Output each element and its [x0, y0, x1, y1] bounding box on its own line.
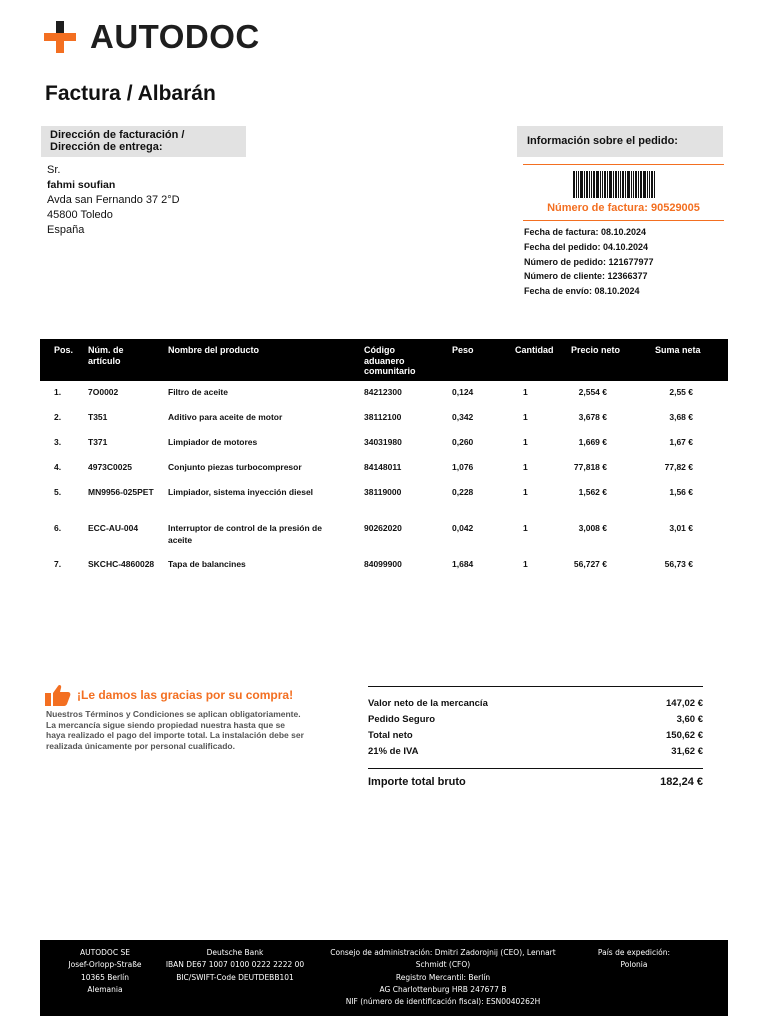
total-goods-value: 147,02 €: [666, 698, 703, 709]
row-price: 3,678 €: [578, 412, 607, 422]
invoice-date: Fecha de factura: 08.10.2024: [524, 227, 647, 237]
row-article: 4973C0025: [88, 462, 132, 472]
plus-logo-icon: [44, 21, 76, 53]
footer-line: Alemania: [87, 984, 123, 994]
row-price: 2,554 €: [578, 387, 607, 397]
footer: [40, 940, 728, 1016]
total-goods-label: Valor neto de la mercancía: [368, 698, 488, 709]
footer-line: IBAN DE67 1007 0100 0222 2222 00: [165, 960, 305, 970]
row-sum: 3,01 €: [669, 523, 693, 533]
header-article: Núm. de artículo: [88, 345, 124, 366]
row-qty: 1: [523, 387, 528, 397]
order-date: Fecha del pedido: 04.10.2024: [524, 241, 649, 252]
header-code: Código aduanero comunitario: [364, 345, 416, 376]
footer-line: Josef-Orlopp-Straße: [68, 960, 142, 970]
footer-line: Polonia: [620, 960, 648, 970]
row-name: Tapa de balancines: [168, 559, 246, 569]
row-code: 84212300: [364, 387, 402, 397]
footer-line: AUTODOC SE: [80, 948, 130, 957]
divider: [368, 768, 703, 769]
footer-line: 10365 Berlín: [80, 972, 129, 982]
header-weight: Peso: [452, 345, 474, 355]
row-sum: 1,67 €: [669, 437, 693, 447]
header-price: Precio neto: [571, 345, 621, 355]
row-pos: 2.: [54, 412, 62, 422]
divider: [368, 686, 703, 687]
logo-text: AUTODOC: [90, 18, 260, 55]
total-insurance-value: 3,60 €: [676, 714, 703, 725]
row-code: 38112100: [364, 412, 402, 422]
row-pos: 3.: [54, 437, 62, 447]
row-sum: 3,68 €: [669, 412, 693, 422]
row-name: Aditivo para aceite de motor: [168, 412, 283, 422]
row-qty: 1: [523, 462, 528, 472]
row-price: 3,008 €: [578, 523, 607, 533]
row-name: Interruptor de control de la presión de aceite: [168, 523, 322, 545]
footer-line: Registro Mercantil: Berlín: [395, 972, 491, 982]
footer-company: [54, 947, 156, 996]
street: Avda san Fernando 37 2°D: [47, 194, 180, 206]
footer-line: BIC/SWIFT-Code DEUTDEBB101: [176, 972, 294, 982]
autodoc-logo: [44, 20, 260, 54]
footer-line: NIF (número de identificación fiscal): ESN0040262H: [345, 997, 541, 1007]
order-info-heading: Información sobre el pedido:: [517, 126, 723, 157]
row-weight: 0,042: [452, 523, 474, 533]
ship-date: Fecha de envío: 08.10.2024: [524, 286, 640, 297]
row-price: 1,562 €: [578, 487, 607, 497]
row-sum: 56,73 €: [664, 559, 693, 569]
row-qty: 1: [523, 437, 528, 447]
header-name: Nombre del producto: [168, 345, 260, 355]
billing-heading: Dirección de facturación / Dirección de entrega:: [41, 126, 246, 157]
row-code: 84099900: [364, 559, 402, 569]
terms-text: Nuestros Términos y Condiciones se aplican obligatoriamente. La mercancía sigue siendo propiedad nuestra hasta que se haya realizado el pago del importe total. La instalación debe ser realizada únicamente por personal cualificado.: [46, 709, 304, 751]
table-header: [40, 339, 728, 381]
row-code: 34031980: [364, 437, 402, 447]
row-article: SKCHC-4860028: [88, 559, 155, 569]
row-sum: 77,82 €: [664, 462, 693, 472]
row-pos: 4.: [54, 462, 62, 472]
row-code: 84148011: [364, 462, 402, 472]
row-pos: 5.: [54, 487, 62, 497]
total-gross-label: Importe total bruto: [368, 776, 466, 788]
row-qty: 1: [523, 487, 528, 497]
divider: [523, 220, 724, 221]
row-name: Limpiador de motores: [168, 437, 258, 447]
row-article: MN9956-025PET: [88, 487, 154, 497]
row-pos: 7.: [54, 559, 62, 569]
footer-line: Schmidt (CFO): [415, 960, 471, 970]
footer-line: Consejo de administración: Dmitri Zadorojnij (CEO), Lennart: [330, 948, 556, 957]
footer-bank: [162, 947, 308, 984]
header-pos: Pos.: [54, 345, 74, 355]
customer-number: Número de cliente: 12366377: [524, 271, 648, 282]
order-number: Número de pedido: 121677977: [524, 256, 654, 267]
footer-shipping: [580, 947, 688, 972]
thanks-message: [45, 684, 293, 706]
row-qty: 1: [523, 523, 528, 533]
row-weight: 0,260: [452, 437, 474, 447]
row-article: T351: [88, 412, 108, 422]
city: 45800 Toledo: [47, 209, 113, 221]
thumbs-up-icon: [45, 684, 71, 706]
invoice-number: Número de factura: 90529005: [547, 202, 700, 214]
header-qty: Cantidad: [515, 345, 554, 355]
row-article: 7O0002: [88, 387, 119, 397]
country: España: [47, 224, 85, 236]
footer-line: País de expedición:: [597, 948, 671, 957]
row-weight: 1,684: [452, 559, 474, 569]
row-name: Filtro de aceite: [168, 387, 228, 397]
row-price: 1,669 €: [578, 437, 607, 447]
row-qty: 1: [523, 412, 528, 422]
footer-line: Deutsche Bank: [206, 948, 264, 957]
row-article: T371: [88, 437, 108, 447]
row-weight: 1,076: [452, 462, 474, 472]
row-sum: 2,55 €: [669, 387, 693, 397]
document-title: Factura / Albarán: [45, 82, 216, 105]
footer-line: AG Charlottenburg HRB 247677 B: [379, 984, 507, 994]
customer-name: fahmi soufian: [47, 179, 116, 191]
row-code: 38119000: [364, 487, 402, 497]
row-qty: 1: [523, 559, 528, 569]
row-pos: 1.: [54, 387, 62, 397]
header-sum: Suma neta: [655, 345, 701, 355]
footer-board: [321, 947, 565, 1008]
thanks-title: ¡Le damos las gracias por su compra!: [77, 688, 294, 702]
row-sum: 1,56 €: [669, 487, 693, 497]
row-weight: 0,342: [452, 412, 474, 422]
total-net-label: Total neto: [368, 730, 413, 741]
row-price: 56,727 €: [573, 559, 607, 569]
billing-address: [47, 163, 180, 238]
divider: [523, 164, 724, 165]
total-vat-label: 21% de IVA: [368, 746, 419, 757]
row-name: Conjunto piezas turbocompresor: [168, 462, 302, 472]
row-weight: 0,228: [452, 487, 474, 497]
total-vat-value: 31,62 €: [671, 746, 703, 757]
row-name: Limpiador, sistema inyección diesel: [168, 487, 314, 497]
row-code: 90262020: [364, 523, 402, 533]
salutation: Sr.: [47, 164, 61, 176]
barcode: [573, 171, 671, 198]
row-price: 77,818 €: [573, 462, 607, 472]
row-weight: 0,124: [452, 387, 474, 397]
total-insurance-label: Pedido Seguro: [368, 714, 436, 725]
row-article: ECC-AU-004: [88, 523, 139, 533]
row-pos: 6.: [54, 523, 62, 533]
total-gross-value: 182,24 €: [660, 776, 703, 788]
total-net-value: 150,62 €: [666, 730, 703, 741]
order-details: [524, 225, 654, 299]
